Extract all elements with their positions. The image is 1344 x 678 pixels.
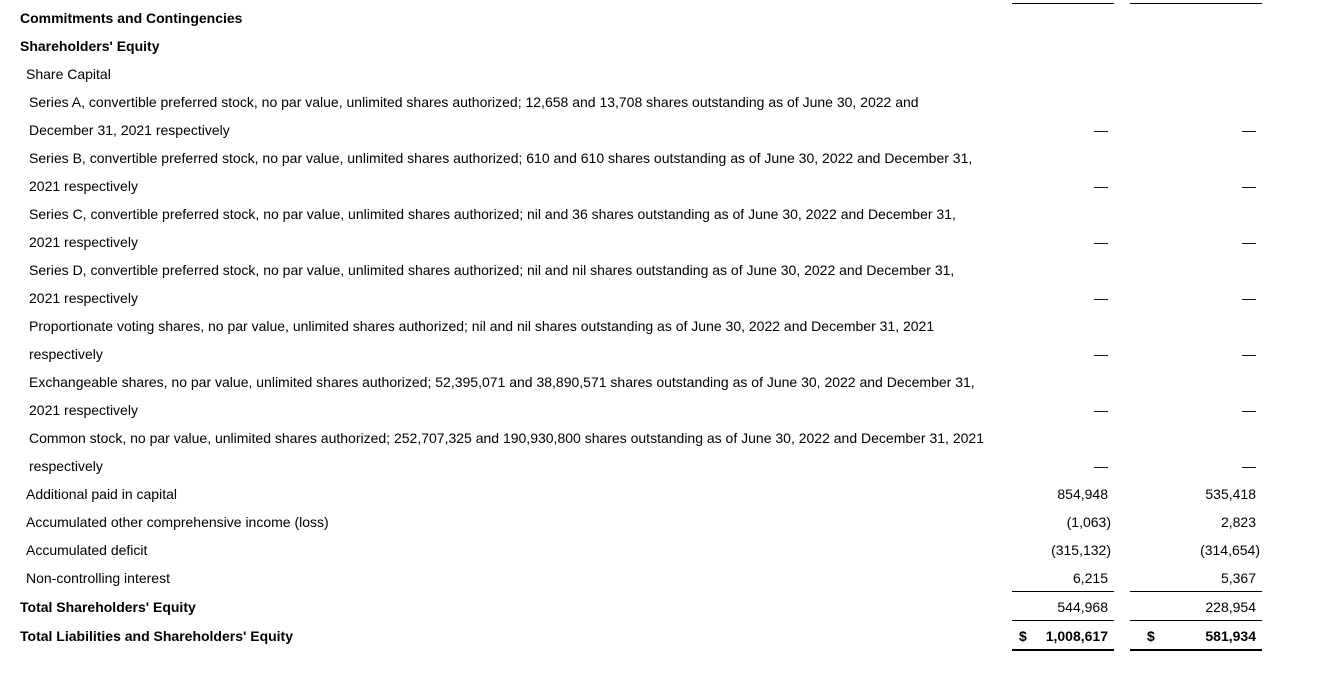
row-label: December 31, 2021 respectively bbox=[29, 122, 230, 138]
equity-heading: Shareholders' Equity bbox=[20, 38, 160, 54]
share-capital-row bbox=[0, 60, 1344, 88]
value-2022: (1,063) bbox=[1066, 514, 1111, 530]
row-label: Series C, convertible preferred stock, no par value, unlimited shares authorized; nil and 36 shares outstanding as of June 30, 2022 and December 31, bbox=[29, 206, 956, 222]
row-label: Accumulated other comprehensive income (loss) bbox=[26, 514, 329, 530]
value-2021: — bbox=[1242, 402, 1256, 418]
table-row bbox=[0, 396, 1344, 424]
table-row bbox=[0, 312, 1344, 340]
row-label: 2021 respectively bbox=[29, 290, 138, 306]
value-2021: 535,418 bbox=[1205, 486, 1256, 502]
table-row bbox=[0, 228, 1344, 256]
commitments-row bbox=[0, 4, 1344, 32]
value-2021: — bbox=[1242, 234, 1256, 250]
table-row bbox=[0, 368, 1344, 396]
value-2021: 2,823 bbox=[1220, 514, 1256, 530]
table-row bbox=[0, 536, 1344, 564]
value-2022: — bbox=[1094, 122, 1108, 138]
row-label: Series A, convertible preferred stock, no par value, unlimited shares authorized; 12,658 and 13,708 shares outstanding as of June 30, 2022 and bbox=[29, 94, 919, 110]
table-row bbox=[0, 508, 1344, 536]
total-rule-col2 bbox=[1130, 620, 1262, 621]
total-equity-2021: 228,954 bbox=[1205, 599, 1256, 615]
row-label: Series B, convertible preferred stock, no par value, unlimited shares authorized; 610 and 610 shares outstanding as of June 30, 2022 and December 31, bbox=[29, 150, 973, 166]
row-label: 2021 respectively bbox=[29, 178, 138, 194]
table-row bbox=[0, 200, 1344, 228]
commitments-heading: Commitments and Contingencies bbox=[20, 10, 243, 26]
equity-heading-row bbox=[0, 32, 1344, 60]
grand-total-2021: 581,934 bbox=[1205, 628, 1256, 644]
row-label: respectively bbox=[29, 458, 103, 474]
value-2022: — bbox=[1094, 346, 1108, 362]
double-rule-col1 bbox=[1012, 649, 1114, 651]
row-label: Series D, convertible preferred stock, no par value, unlimited shares authorized; nil and nil shares outstanding as of June 30, 2022 and December 31, bbox=[29, 262, 955, 278]
row-label: 2021 respectively bbox=[29, 402, 138, 418]
value-2021: — bbox=[1242, 290, 1256, 306]
value-2022: 6,215 bbox=[1072, 570, 1108, 586]
table-row bbox=[0, 452, 1344, 480]
subtotal-rule-col2 bbox=[1130, 591, 1262, 592]
row-label: Accumulated deficit bbox=[26, 542, 148, 558]
table-row bbox=[0, 284, 1344, 312]
value-2022: — bbox=[1094, 458, 1108, 474]
currency-symbol-2022: $ bbox=[1019, 628, 1027, 644]
value-2022: 854,948 bbox=[1057, 486, 1108, 502]
total-equity-row bbox=[0, 593, 1344, 621]
share-capital-heading: Share Capital bbox=[26, 66, 111, 82]
total-equity-label: Total Shareholders' Equity bbox=[20, 599, 196, 615]
total-rule-col1 bbox=[1012, 620, 1114, 621]
table-row bbox=[0, 172, 1344, 200]
subtotal-rule-col1 bbox=[1012, 591, 1114, 592]
value-2021: 5,367 bbox=[1220, 570, 1256, 586]
table-row bbox=[0, 144, 1344, 172]
value-2022: — bbox=[1094, 234, 1108, 250]
table-row bbox=[0, 340, 1344, 368]
row-label: Common stock, no par value, unlimited shares authorized; 252,707,325 and 190,930,800 shares outstanding as of June 30, 2022 and December 31, 2021 bbox=[29, 430, 984, 446]
row-label: 2021 respectively bbox=[29, 234, 138, 250]
table-row bbox=[0, 88, 1344, 116]
currency-symbol-2021: $ bbox=[1147, 628, 1155, 644]
table-row bbox=[0, 256, 1344, 284]
table-row bbox=[0, 564, 1344, 592]
grand-total-2022: 1,008,617 bbox=[1045, 628, 1108, 644]
row-label: Exchangeable shares, no par value, unlimited shares authorized; 52,395,071 and 38,890,571 shares outstanding as of June 30, 2022 and December 31, bbox=[29, 374, 975, 390]
row-label: Additional paid in capital bbox=[26, 486, 177, 502]
value-2021: — bbox=[1242, 122, 1256, 138]
value-2022: (315,132) bbox=[1051, 542, 1111, 558]
double-rule-col2 bbox=[1130, 649, 1262, 651]
row-label: Non-controlling interest bbox=[26, 570, 170, 586]
value-2022: — bbox=[1094, 290, 1108, 306]
grand-total-label: Total Liabilities and Shareholders' Equity bbox=[20, 628, 294, 644]
value-2021: — bbox=[1242, 458, 1256, 474]
grand-total-row bbox=[0, 622, 1344, 650]
table-row bbox=[0, 480, 1344, 508]
row-label: Proportionate voting shares, no par value, unlimited shares authorized; nil and nil shares outstanding as of June 30, 2022 and December 31, 2021 bbox=[29, 318, 935, 334]
value-2021: (314,654) bbox=[1200, 542, 1260, 558]
value-2021: — bbox=[1242, 178, 1256, 194]
total-equity-2022: 544,968 bbox=[1057, 599, 1108, 615]
table-row bbox=[0, 424, 1344, 452]
row-label: respectively bbox=[29, 346, 103, 362]
value-2021: — bbox=[1242, 346, 1256, 362]
value-2022: — bbox=[1094, 402, 1108, 418]
table-row bbox=[0, 116, 1344, 144]
value-2022: — bbox=[1094, 178, 1108, 194]
